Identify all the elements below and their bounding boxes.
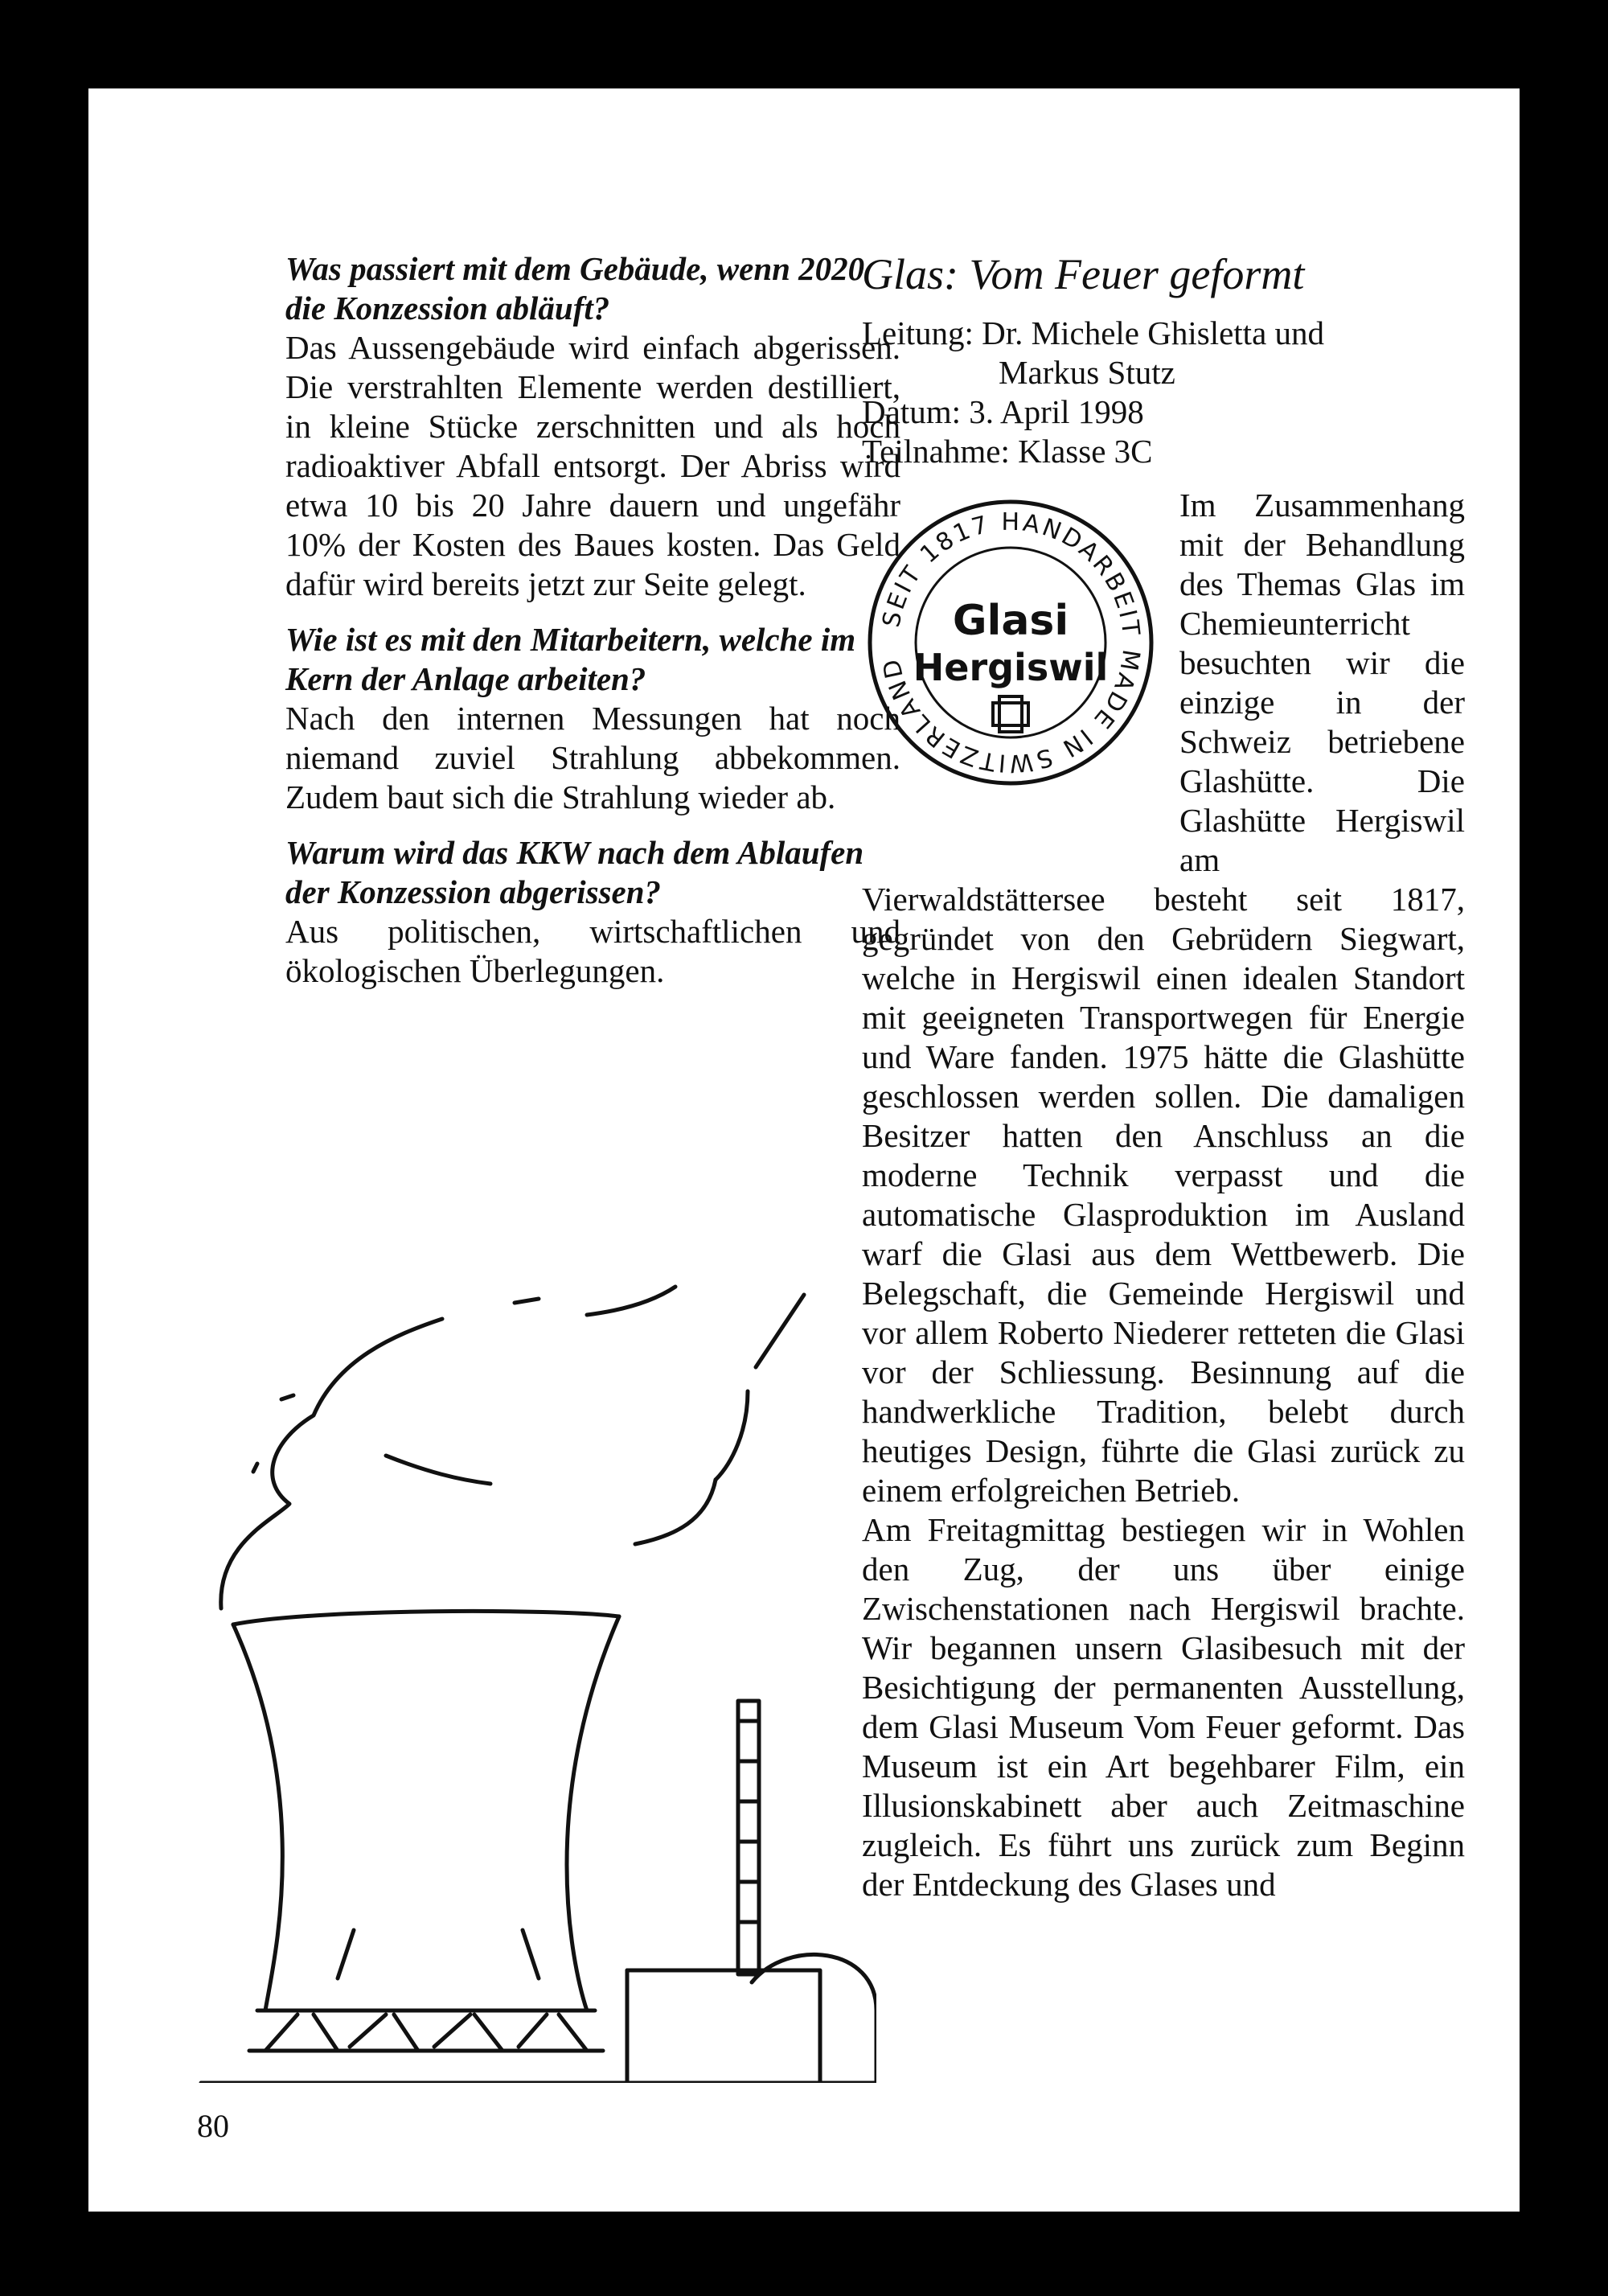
glasi-stamp [862, 486, 1179, 864]
answer: Das Aussengebäude wird einfach abgerissen. Die verstrahlten Elemente werden destilliert, in kleine Stücke zerschnitten und als hoch radioaktiver Abfall entsorgt. Der Abriss wird etwa 10 bis 20 Jahre dauern und ungefähr 10% der Kosten des Baues kosten. Das Geld dafür wird bereits jetzt zur Seite gelegt. [285, 329, 900, 602]
qa-block [285, 249, 900, 604]
article-body [862, 486, 1465, 1904]
stamp-line-2: Hergiswil [913, 646, 1109, 689]
stamp-logo [862, 494, 1159, 791]
power-plant-illustration [153, 1238, 876, 2083]
meta-leitung [862, 314, 1465, 392]
leitung-text: Leitung: Dr. Michele Ghisletta und [862, 314, 1325, 351]
answer: Nach den internen Messungen hat noch niemand zuviel Strahlung abbekommen. Zudem baut sich die Strahlung wieder ab. [285, 700, 900, 815]
right-column [862, 249, 1465, 1904]
article-title: Glas: Vom Feuer geformt [862, 250, 1305, 298]
qa-block [285, 620, 900, 817]
swiss-cross-icon [993, 696, 1028, 732]
leitung-text-2: Markus Stutz [999, 354, 1175, 391]
qa-block [285, 833, 900, 991]
stamp-ring-text: SEIT 1817 HANDARBEIT MADE IN SWITZERLAND [876, 507, 1146, 778]
page-number: 80 [197, 2108, 229, 2144]
answer: Aus politischen, wirtschaftlichen und ökologischen Überlegungen. [285, 913, 900, 989]
left-column [285, 249, 900, 1007]
question: Wie ist es mit den Mitarbeitern, welche im Kern der Anlage arbeiten? [285, 621, 856, 697]
meta-datum: Datum: 3. April 1998 [862, 393, 1144, 430]
document-page [88, 88, 1520, 2212]
question: Warum wird das KKW nach dem Ablaufen der Konzession abgerissen? [285, 834, 864, 910]
meta-teilnahme: Teilnahme: Klasse 3C [862, 433, 1153, 470]
body-paragraph-2: Am Freitagmittag bestiegen wir in Wohlen den Zug, der uns über einige Zwischenstationen nach Hergiswil brachte. Wir begannen unsern Glasibesuch mit der Besichtigung der permanenten Ausstellung, dem Glasi Museum Vom Feuer geformt. Das Museum ist ein Art begehbarer Film, ein Illusionskabinett aber auch Zeitmaschine zugleich. Es führt uns zurück zum Beginn der Entdeckung des Glases und [862, 1511, 1465, 1903]
stamp-line-1: Glasi [952, 597, 1069, 645]
question: Was passiert mit dem Gebäude, wenn 2020 die Konzession abläuft? [285, 250, 865, 327]
body-paragraph-1: Im Zusammenhang mit der Behandlung des Themas Glas im Chemieunterricht besuchten wir die einzige in der Schweiz betriebene Glashütte. Die Glashütte Hergiswil am Vierwaldstättersee besteht seit 1817, gegründet von den Gebrüdern Siegwart, welche in Hergiswil einen idealen Standort mit geeigneten Transportwegen für Energie und Ware fanden. 1975 hätte die Glashütte geschlossen werden sollen. Die damaligen Besitzer hatten den Anschluss an die moderne Technik verpasst und die automatische Glasproduktion im Ausland warf die Glasi aus dem Wettbewerb. Die Belegschaft, die Gemeinde Hergiswil und vor allem Roberto Niederer retteten die Glasi vor der Schliessung. Besinnung auf die handwerkliche Tradition, belebt durch heutiges Design, führte die Glasi zurück zu einem erfolgreichen Betrieb. [862, 487, 1465, 1509]
